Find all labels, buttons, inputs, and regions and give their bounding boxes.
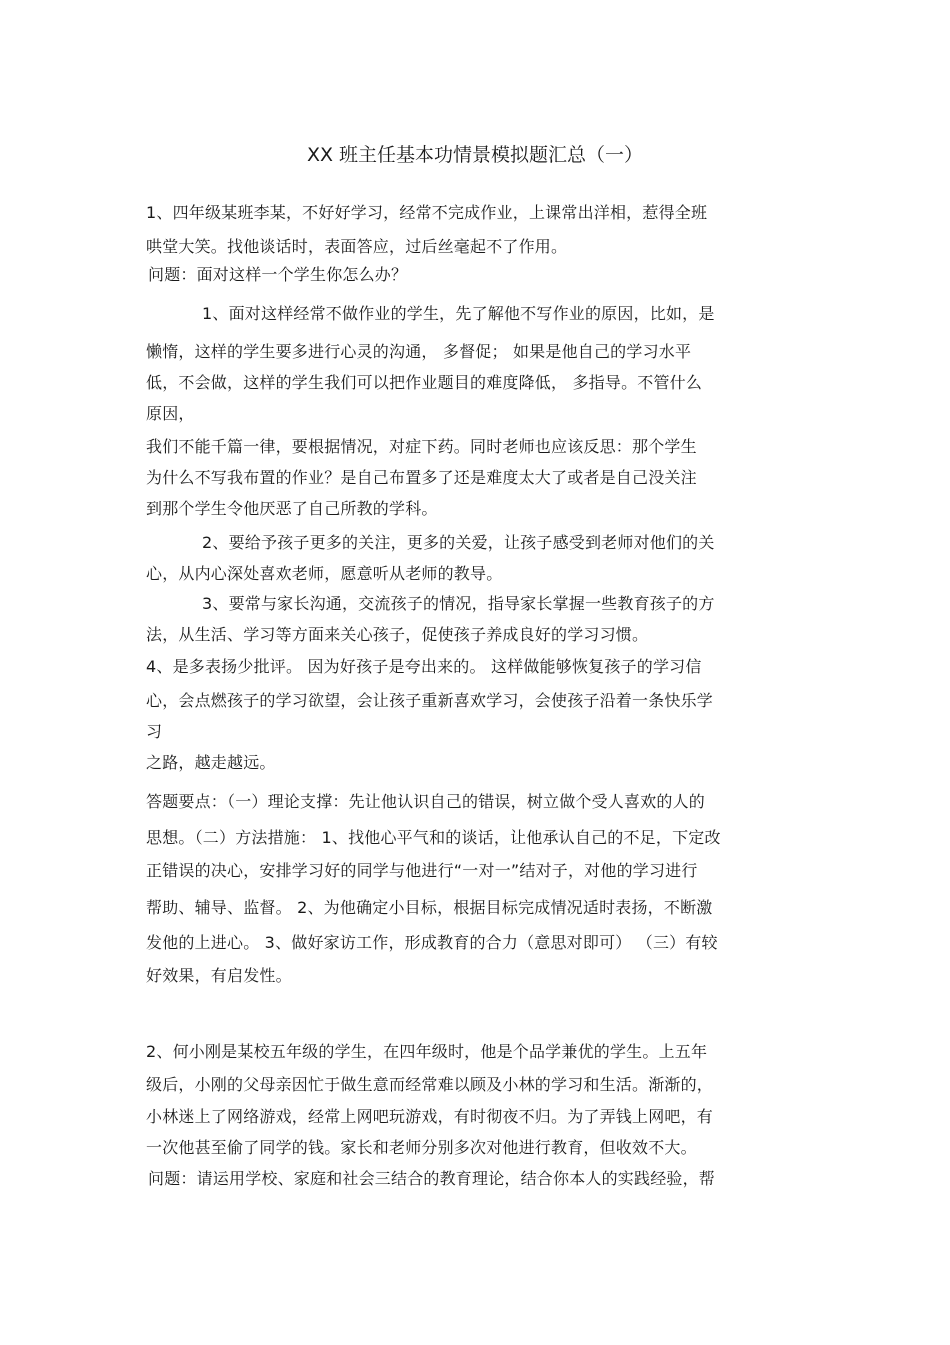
paragraph-line: 帮助、辅导、监督。 2、为他确定小目标，根据目标完成情况适时表扬，不断激	[146, 898, 713, 917]
paragraph-line: 低，不会做，这样的学生我们可以把作业题目的难度降低， 多指导。不管什么	[146, 373, 703, 392]
paragraph-line: 心，会点燃孩子的学习欲望，会让孩子重新喜欢学习，会使孩子沿着一条快乐学	[146, 691, 714, 710]
paragraph-line: 一次他甚至偷了同学的钱。家长和老师分别多次对他进行教育，但收效不大。	[146, 1138, 697, 1157]
paragraph-line: 之路，越走越远。	[146, 753, 276, 772]
paragraph-line: 2、要给予孩子更多的关注，更多的关爱，让孩子感受到老师对他们的关	[202, 533, 715, 552]
paragraph-line: 正错误的决心，安排学习好的同学与他进行“一对一”结对子，对他的学习进行	[146, 861, 698, 880]
paragraph-line: 懒惰，这样的学生要多进行心灵的沟通， 多督促； 如果是他自己的学习水平	[146, 342, 692, 361]
paragraph-line: 1、面对这样经常不做作业的学生，先了解他不写作业的原因，比如，是	[202, 304, 715, 323]
paragraph-line: 好效果，有启发性。	[146, 966, 292, 985]
paragraph-line: 发他的上进心。 3、做好家访工作，形成教育的合力（意思对即可） （三）有较	[146, 933, 718, 952]
paragraph-line: 3、要常与家长沟通，交流孩子的情况，指导家长掌握一些教育孩子的方	[202, 594, 715, 613]
paragraph-line: 4、是多表扬少批评。 因为好孩子是夸出来的。 这样做能够恢复孩子的学习信	[146, 657, 702, 676]
paragraph-line: 为什么不写我布置的作业？是自己布置多了还是难度太大了或者是自己没关注	[146, 468, 697, 487]
paragraph-line: 心，从内心深处喜欢老师，愿意听从老师的教导。	[146, 564, 503, 583]
paragraph-line: 问题：面对这样一个学生你怎么办？	[148, 265, 408, 284]
paragraph-line: 级后，小刚的父母亲因忙于做生意而经常难以顾及小林的学习和生活。渐渐的，	[146, 1075, 714, 1094]
paragraph-line: 思想。（二）方法措施： 1、找他心平气和的谈话，让他承认自己的不足，下定改	[146, 828, 721, 847]
paragraph-line: 我们不能千篇一律，要根据情况，对症下药。同时老师也应该反思：那个学生	[146, 437, 697, 456]
paragraph-line: 到那个学生令他厌恶了自己所教的学科。	[146, 499, 438, 518]
paragraph-line: 2、何小刚是某校五年级的学生，在四年级时，他是个品学兼优的学生。上五年	[146, 1042, 708, 1061]
paragraph-line: 答题要点：（一）理论支撑：先让他认识自己的错误，树立做个受人喜欢的人的	[146, 792, 706, 811]
paragraph-line: 哄堂大笑。找他谈话时，表面答应，过后丝毫起不了作用。	[146, 237, 568, 256]
paragraph-line: 原因，	[146, 404, 195, 423]
document-title: XX 班主任基本功情景模拟题汇总（一）	[306, 144, 644, 166]
paragraph-line: 习	[146, 722, 163, 741]
paragraph-line: 法，从生活、学习等方面来关心孩子，促使孩子养成良好的学习习惯。	[146, 625, 649, 644]
paragraph-line: 问题：请运用学校、家庭和社会三结合的教育理论，结合你本人的实践经验，帮	[148, 1169, 716, 1188]
paragraph-line: 1、四年级某班李某，不好好学习，经常不完成作业，上课常出洋相，惹得全班	[146, 203, 708, 222]
paragraph-line: 小林迷上了网络游戏，经常上网吧玩游戏，有时彻夜不归。为了弄钱上网吧，有	[146, 1107, 714, 1126]
